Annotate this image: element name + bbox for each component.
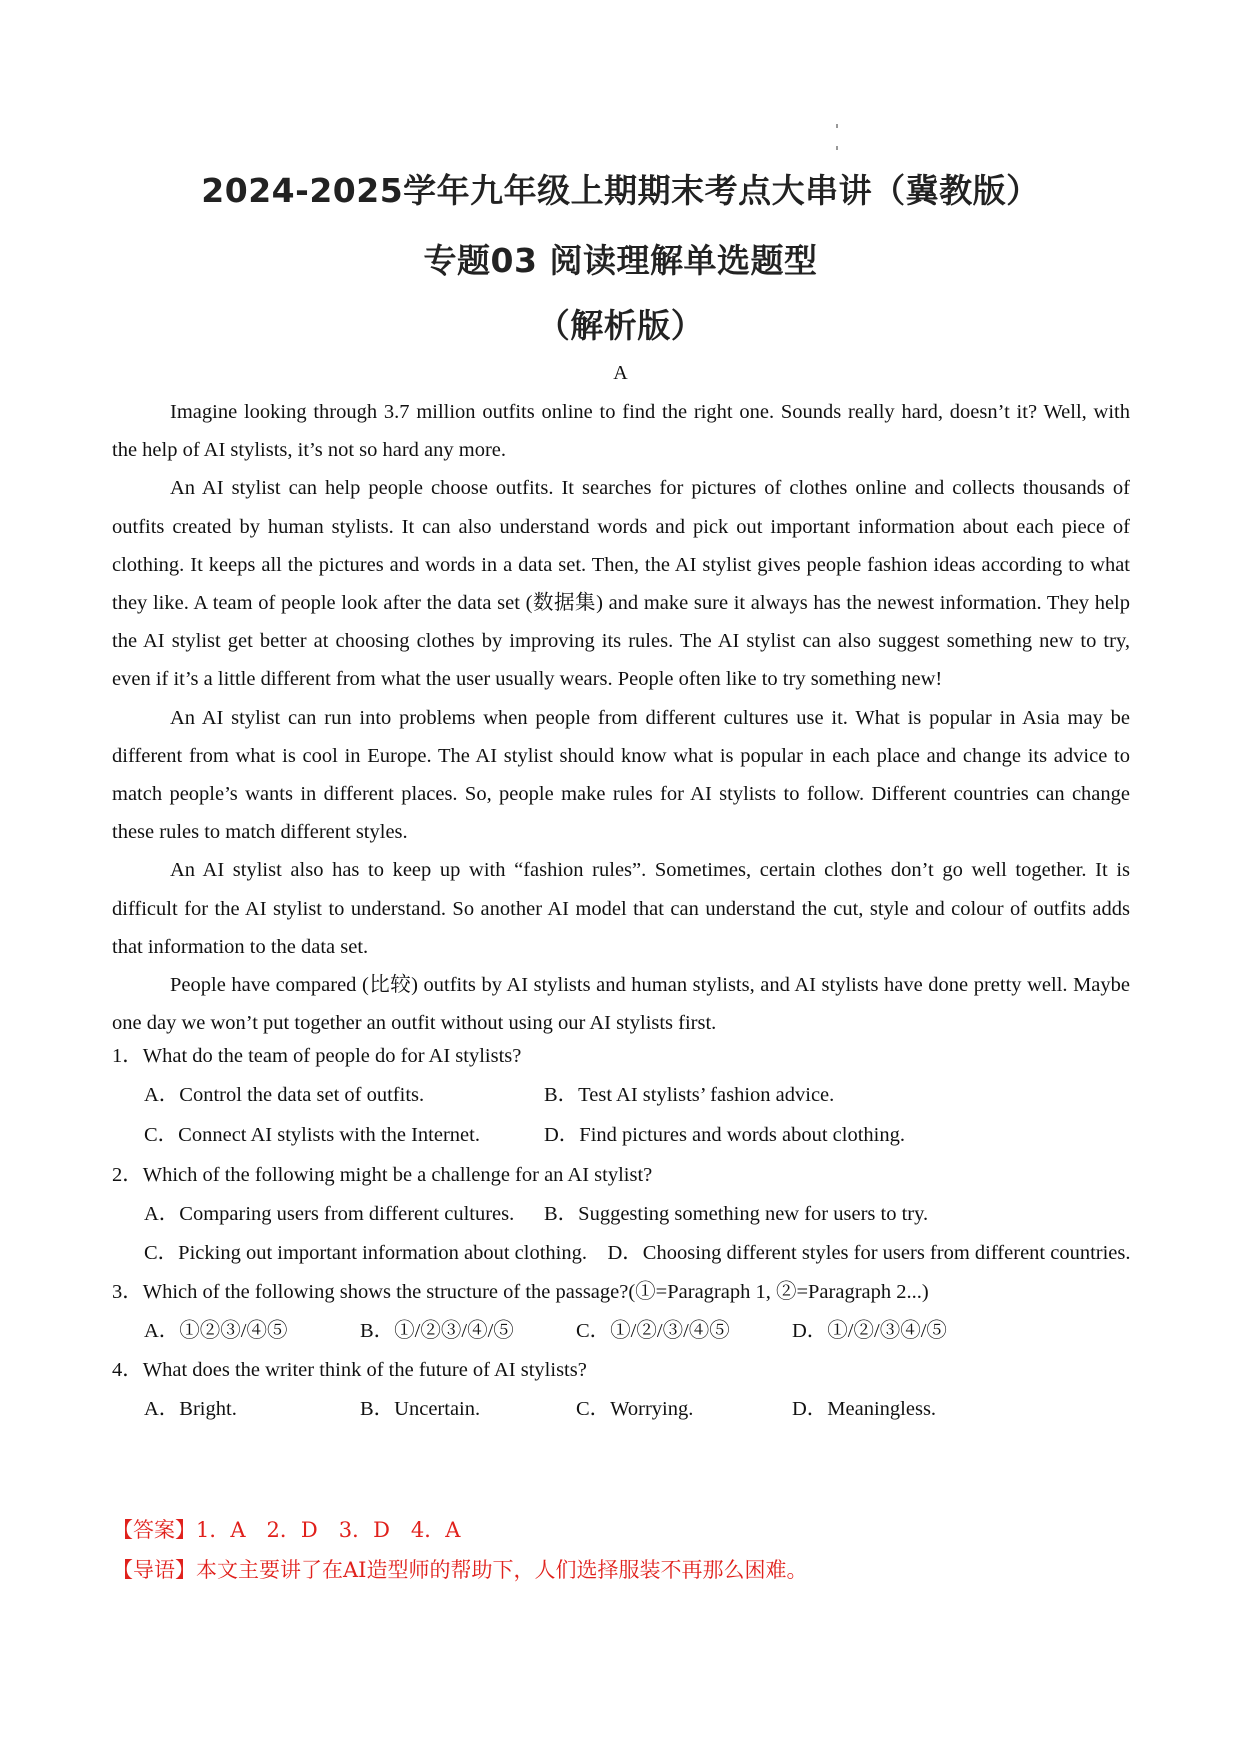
- document-title: 2024-2025学年九年级上期期末考点大串讲（冀教版）: [201, 171, 1040, 210]
- question-stem: 3．Which of the following shows the structure of the passage?(①=Paragraph 1, ②=Paragraph 2...): [112, 1280, 929, 1303]
- answer-key: 【答案】1．A 2．D 3．D 4．A: [112, 1518, 461, 1542]
- question-1: [112, 1037, 1142, 1156]
- option-row: [144, 1116, 1142, 1156]
- guide-summary: 【导语】本文主要讲了在AI造型师的帮助下，人们选择服装不再那么困难。: [112, 1558, 808, 1582]
- option-b: B．Suggesting something new for users to try.: [544, 1202, 929, 1225]
- option-a: A．Comparing users from different cultures.: [144, 1202, 515, 1225]
- question-list: [112, 1037, 1142, 1430]
- option-b: B．①/②③/④/⑤: [360, 1319, 514, 1342]
- option-row: [144, 1390, 1142, 1430]
- passage-paragraph: Imagine looking through 3.7 million outfits online to find the right one. Sounds really hard, doesn’t it? Well, with the help of AI stylists, it’s not so hard any more.: [112, 401, 1130, 462]
- document-subtitle: 专题03 阅读理解单选题型: [423, 241, 818, 280]
- option-c-and-d: C．Picking out important information about clothing. D．Choosing different styles for users from different countries.: [144, 1242, 1131, 1264]
- option-d: D．Meaningless.: [792, 1398, 937, 1421]
- question-stem: 4．What does the writer think of the future of AI stylists?: [112, 1359, 587, 1381]
- passage-paragraph: People have compared (比较) outfits by AI stylists and human stylists, and AI stylists have done pretty well. Maybe one day we won’t put together an outfit without using our AI stylists first.: [112, 974, 1130, 1035]
- question-3: [112, 1273, 1142, 1352]
- option-a: A．Bright.: [144, 1398, 237, 1421]
- question-2: [112, 1156, 1142, 1273]
- option-row: [144, 1194, 1142, 1234]
- option-row: [144, 1076, 1142, 1116]
- question-stem: 1．What do the team of people do for AI stylists?: [112, 1045, 522, 1067]
- option-a: A．Control the data set of outfits.: [144, 1084, 425, 1107]
- reading-passage: [112, 393, 1130, 1042]
- option-d: D．①/②/③④/⑤: [792, 1319, 947, 1342]
- option-b: B．Uncertain.: [360, 1398, 481, 1421]
- passage-section-label: A: [613, 362, 628, 384]
- option-c: C．Connect AI stylists with the Internet.: [144, 1124, 480, 1147]
- option-row: [144, 1311, 1142, 1351]
- passage-paragraph: An AI stylist also has to keep up with “fashion rules”. Sometimes, certain clothes don’t go well together. It is difficult for the AI stylist to understand. So another AI model that can understand the cut, style and colour of outfits adds that information to the data set.: [112, 859, 1130, 958]
- option-c: C．①/②/③/④⑤: [576, 1319, 730, 1342]
- passage-paragraph: An AI stylist can run into problems when people from different cultures use it. What is popular in Asia may be different from what is cool in Europe. The AI stylist should know what is popular in each place and change its advice to match people’s wants in different places. So, people make rules for AI stylists to follow. Different countries can change these rules to match different styles.: [112, 706, 1130, 844]
- scan-mark: [836, 124, 838, 128]
- option-c: C．Worrying.: [576, 1398, 694, 1421]
- question-stem: 2．Which of the following might be a challenge for an AI stylist?: [112, 1163, 653, 1186]
- question-4: [112, 1351, 1142, 1430]
- passage-paragraph: An AI stylist can help people choose outfits. It searches for pictures of clothes online and collects thousands of outfits created by human stylists. It can also understand words and pick out important information about each piece of clothing. It keeps all the pictures and words in a data set. Then, the AI stylist gives people fashion ideas according to what they like. A team of people look after the data set (数据集) and make sure it always has the newest information. They help the AI stylist get better at choosing clothes by improving its rules. The AI stylist can also suggest something new to try, even if it’s a little different from what the user usually wears. People often like to try something new!: [112, 477, 1130, 691]
- option-a: A．①②③/④⑤: [144, 1319, 288, 1342]
- option-d: D．Find pictures and words about clothing.: [544, 1124, 905, 1147]
- option-b: B．Test AI stylists’ fashion advice.: [544, 1084, 835, 1107]
- document-version-label: （解析版）: [536, 306, 705, 345]
- scan-mark: [836, 146, 838, 150]
- answer-section: [112, 1510, 1142, 1590]
